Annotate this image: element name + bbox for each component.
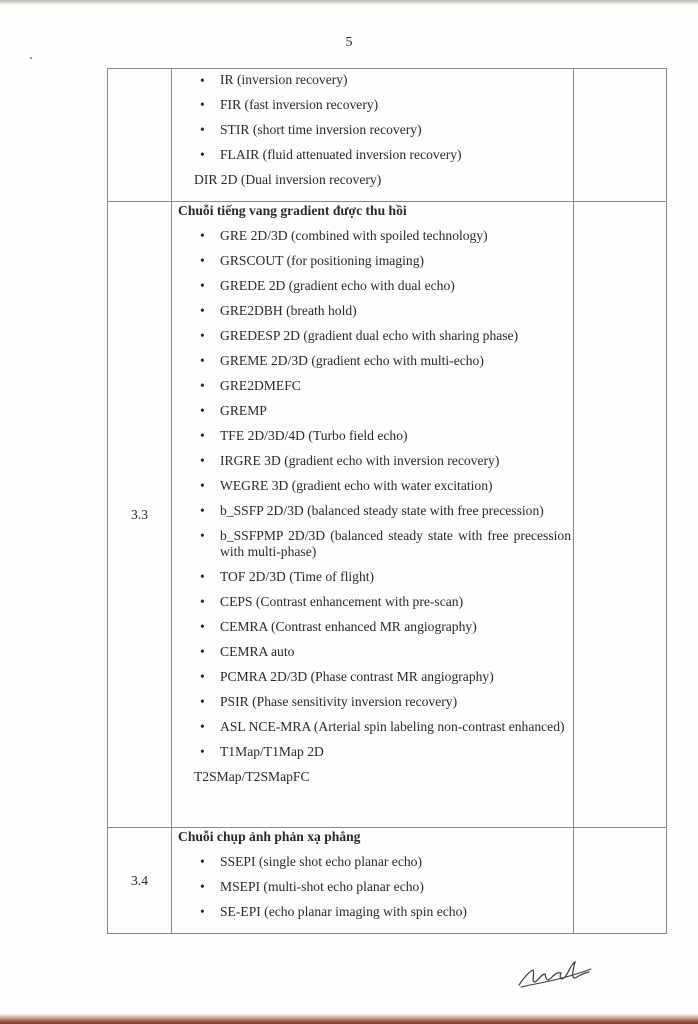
item-text: GRE2DBH (breath hold) bbox=[220, 303, 357, 318]
page-top-edge bbox=[0, 0, 698, 5]
list-item bbox=[172, 274, 573, 299]
list-item bbox=[172, 715, 573, 740]
bullet-icon: • bbox=[200, 428, 205, 443]
list-item bbox=[172, 449, 573, 474]
item-text: TFE 2D/3D/4D (Turbo field echo) bbox=[220, 428, 408, 443]
bullet-icon: • bbox=[200, 569, 205, 584]
list-item bbox=[172, 900, 573, 925]
list-item bbox=[172, 299, 573, 324]
bullet-icon: • bbox=[200, 879, 205, 894]
bullet-icon: • bbox=[200, 904, 205, 919]
bullet-icon: • bbox=[200, 73, 205, 88]
section-heading: Chuỗi tiếng vang gradient được thu hồi bbox=[178, 203, 407, 218]
remarks-cell bbox=[574, 69, 667, 202]
bullet-icon: • bbox=[200, 594, 205, 609]
list-item bbox=[172, 565, 573, 590]
item-text: FIR (fast inversion recovery) bbox=[220, 97, 379, 112]
section-number-cell bbox=[108, 69, 172, 202]
bullet-icon: • bbox=[200, 478, 205, 493]
item-text: GREMP bbox=[220, 403, 267, 418]
list-item bbox=[172, 875, 573, 900]
page-number: 5 bbox=[345, 35, 353, 50]
item-text: PSIR (Phase sensitivity inversion recovery) bbox=[220, 694, 458, 709]
bullet-icon: • bbox=[200, 97, 205, 112]
list-item bbox=[172, 324, 573, 349]
list-item bbox=[172, 93, 573, 118]
bullet-icon: • bbox=[200, 378, 205, 393]
bullet-icon: • bbox=[200, 669, 205, 684]
content-cell bbox=[172, 202, 574, 828]
section-number-cell: 3.4 bbox=[108, 828, 172, 934]
item-text: GRE2DMEFC bbox=[220, 378, 301, 393]
list-item bbox=[172, 474, 573, 499]
list-item bbox=[172, 69, 573, 93]
bullet-icon: • bbox=[200, 694, 205, 709]
page-bottom-edge bbox=[0, 1014, 698, 1024]
specification-table bbox=[107, 68, 667, 934]
list-item bbox=[172, 690, 573, 715]
bullet-icon: • bbox=[200, 503, 205, 518]
list-item bbox=[172, 524, 573, 565]
list-item bbox=[172, 143, 573, 168]
item-text: WEGRE 3D (gradient echo with water excitation) bbox=[220, 478, 493, 493]
list-item bbox=[172, 374, 573, 399]
list-item bbox=[172, 499, 573, 524]
paper-speck bbox=[30, 57, 32, 59]
item-text: CEPS (Contrast enhancement with pre-scan) bbox=[220, 594, 464, 609]
bullet-icon: • bbox=[200, 147, 205, 162]
item-text: PCMRA 2D/3D (Phase contrast MR angiography) bbox=[220, 669, 494, 684]
item-text: CEMRA (Contrast enhanced MR angiography) bbox=[220, 619, 477, 634]
handwritten-signature bbox=[515, 958, 595, 992]
list-item bbox=[172, 399, 573, 424]
list-item bbox=[172, 249, 573, 274]
item-text: ASL NCE-MRA (Arterial spin labeling non-contrast enhanced) bbox=[220, 719, 565, 734]
item-text: IR (inversion recovery) bbox=[220, 72, 348, 87]
item-text: CEMRA auto bbox=[220, 644, 295, 659]
bullet-icon: • bbox=[200, 744, 205, 759]
section-number-cell: 3.3 bbox=[108, 202, 172, 828]
bullet-icon: • bbox=[200, 644, 205, 659]
bullet-icon: • bbox=[200, 854, 205, 869]
table-row bbox=[108, 69, 667, 202]
remarks-cell bbox=[574, 202, 667, 828]
item-text: TOF 2D/3D (Time of flight) bbox=[220, 569, 375, 584]
bullet-icon: • bbox=[200, 453, 205, 468]
item-text: IRGRE 3D (gradient echo with inversion recovery) bbox=[220, 453, 500, 468]
bullet-icon: • bbox=[200, 719, 205, 734]
bullet-icon: • bbox=[200, 528, 205, 543]
trailing-item: T2SMap/T2SMapFC bbox=[194, 769, 310, 784]
list-item bbox=[172, 349, 573, 374]
item-text: MSEPI (multi-shot echo planar echo) bbox=[220, 879, 424, 894]
item-text: GRSCOUT (for positioning imaging) bbox=[220, 253, 425, 268]
list-item bbox=[172, 665, 573, 690]
item-text: GREDESP 2D (gradient dual echo with sharing phase) bbox=[220, 328, 519, 343]
table-row bbox=[108, 828, 667, 934]
content-cell bbox=[172, 828, 574, 934]
item-text: SSEPI (single shot echo planar echo) bbox=[220, 854, 422, 869]
bullet-icon: • bbox=[200, 278, 205, 293]
item-text: T1Map/T1Map 2D bbox=[220, 744, 324, 759]
remarks-cell bbox=[574, 828, 667, 934]
list-item bbox=[172, 740, 573, 765]
list-item bbox=[172, 224, 573, 249]
bullet-icon: • bbox=[200, 253, 205, 268]
bullet-icon: • bbox=[200, 328, 205, 343]
list-item bbox=[172, 424, 573, 449]
bullet-icon: • bbox=[200, 619, 205, 634]
bullet-icon: • bbox=[200, 403, 205, 418]
section-heading: Chuỗi chụp ảnh phản xạ phẳng bbox=[178, 829, 361, 844]
trailing-item: DIR 2D (Dual inversion recovery) bbox=[194, 172, 382, 187]
item-text: b_SSFP 2D/3D (balanced steady state with free precession) bbox=[220, 503, 544, 518]
list-item bbox=[172, 590, 573, 615]
item-text: GRE 2D/3D (combined with spoiled technology) bbox=[220, 228, 488, 243]
list-item bbox=[172, 850, 573, 875]
bullet-icon: • bbox=[200, 228, 205, 243]
bullet-icon: • bbox=[200, 122, 205, 137]
item-text: STIR (short time inversion recovery) bbox=[220, 122, 422, 137]
list-item bbox=[172, 615, 573, 640]
item-text: GREDE 2D (gradient echo with dual echo) bbox=[220, 278, 455, 293]
item-text: GREME 2D/3D (gradient echo with multi-echo) bbox=[220, 353, 484, 368]
item-text: b_SSFPMP 2D/3D (balanced steady state with free precession with multi-phase) bbox=[220, 528, 571, 559]
item-text: SE-EPI (echo planar imaging with spin echo) bbox=[220, 904, 467, 919]
list-item bbox=[172, 640, 573, 665]
content-cell bbox=[172, 69, 574, 202]
bullet-icon: • bbox=[200, 353, 205, 368]
bullet-icon: • bbox=[200, 303, 205, 318]
table-row bbox=[108, 202, 667, 828]
list-item bbox=[172, 118, 573, 143]
item-text: FLAIR (fluid attenuated inversion recovery) bbox=[220, 147, 462, 162]
